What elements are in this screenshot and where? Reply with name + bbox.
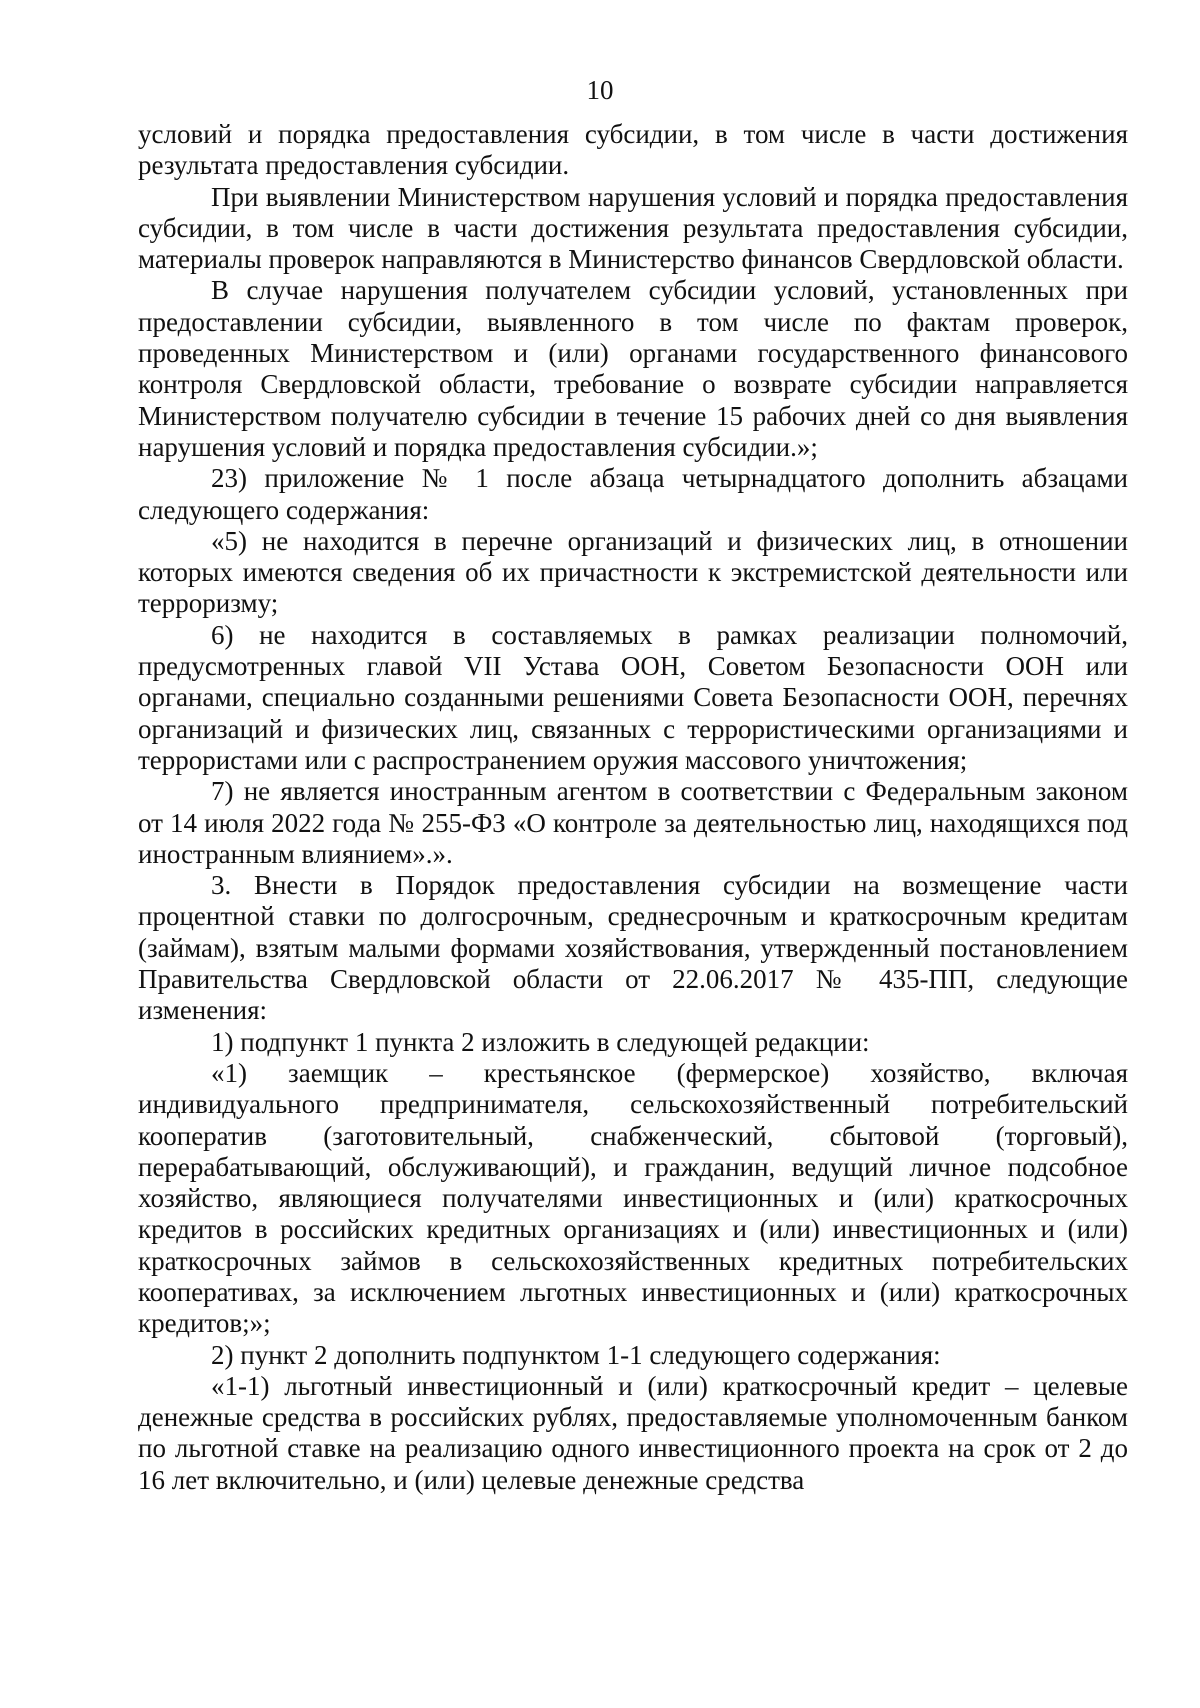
paragraph: «5) не находится в перечне организаций и физических лиц, в отношении которых имеются сведения об их причастности к экстремистской деятельности или терроризму; [138,525,1128,619]
paragraph: 23) приложение № 1 после абзаца четырнадцатого дополнить абзацами следующего содержания: [138,463,1128,525]
paragraph: В случае нарушения получателем субсидии условий, установленных при предоставлении субсидии, выявленного в том числе по фактам проверок, проведенных Министерством и (или) органами государственного финансового контроля Свердловской области, требование о возврате субсидии направляется Министерством получателю субсидии в течение 15 рабочих дней со дня выявления нарушения условий и порядка предоставления субсидии.»; [138,275,1128,462]
paragraph: 2) пункт 2 дополнить подпунктом 1-1 следующего содержания: [211,1339,941,1370]
paragraph: 6) не находится в составляемых в рамках реализации полномочий, предусмотренных главой VII Устава ООН, Советом Безопасности ООН или органами, специально созданными решениями Совета Безопасности ООН, перечнях организаций и физических лиц, связанных с террористическими организациями и террористами или с распространением оружия массового уничтожения; [138,619,1128,775]
paragraph: 3. Внести в Порядок предоставления субсидии на возмещение части процентной ставки по долгосрочным, среднесрочным и краткосрочным кредитам (займам), взятым малыми формами хозяйствования, утвержденный постановлением Правительства Свердловской области от 22.06.2017 № 435-ПП, следующие изменения: [138,870,1128,1026]
paragraph: 7) не является иностранным агентом в соответствии с Федеральным законом от 14 июля 2022 года № 255-ФЗ «О контроле за деятельностью лиц, находящихся под иностранным влиянием».». [138,776,1128,869]
paragraph: 1) подпункт 1 пункта 2 изложить в следующей редакции: [211,1026,870,1057]
paragraph: «1-1) льготный инвестиционный и (или) краткосрочный кредит – целевые денежные средства в российских рублях, предоставляемые уполномоченным банком по льготной ставке на реализацию одного инвестиционного проекта на срок от 2 до 16 лет включительно, и (или) целевые денежные средства [138,1370,1128,1495]
paragraph: При выявлении Министерством нарушения условий и порядка предоставления субсидии, в том числе в части достижения результата предоставления субсидии, материалы проверок направляются в Министерство финансов Свердловской области. [138,181,1128,275]
paragraph: «1) заемщик – крестьянское (фермерское) хозяйство, включая индивидуального предпринимателя, сельскохозяйственный потребительский кооператив (заготовительный, снабженческий, сбытовой (торговый), перерабатывающий, обслуживающий), и гражданин, ведущий личное подсобное хозяйство, являющиеся получателями инвестиционных и (или) краткосрочных кредитов в российских кредитных организациях и (или) инвестиционных и (или) краткосрочных займов в сельскохозяйственных кредитных потребительских кооперативах, за исключением льготных инвестиционных и (или) краткосрочных кредитов;»; [138,1057,1128,1339]
page-number: 10 [586,75,614,105]
document-body [138,119,1128,1496]
paragraph-continuation: условий и порядка предоставления субсидии, в том числе в части достижения результата предоставления субсидии. [138,119,1128,181]
